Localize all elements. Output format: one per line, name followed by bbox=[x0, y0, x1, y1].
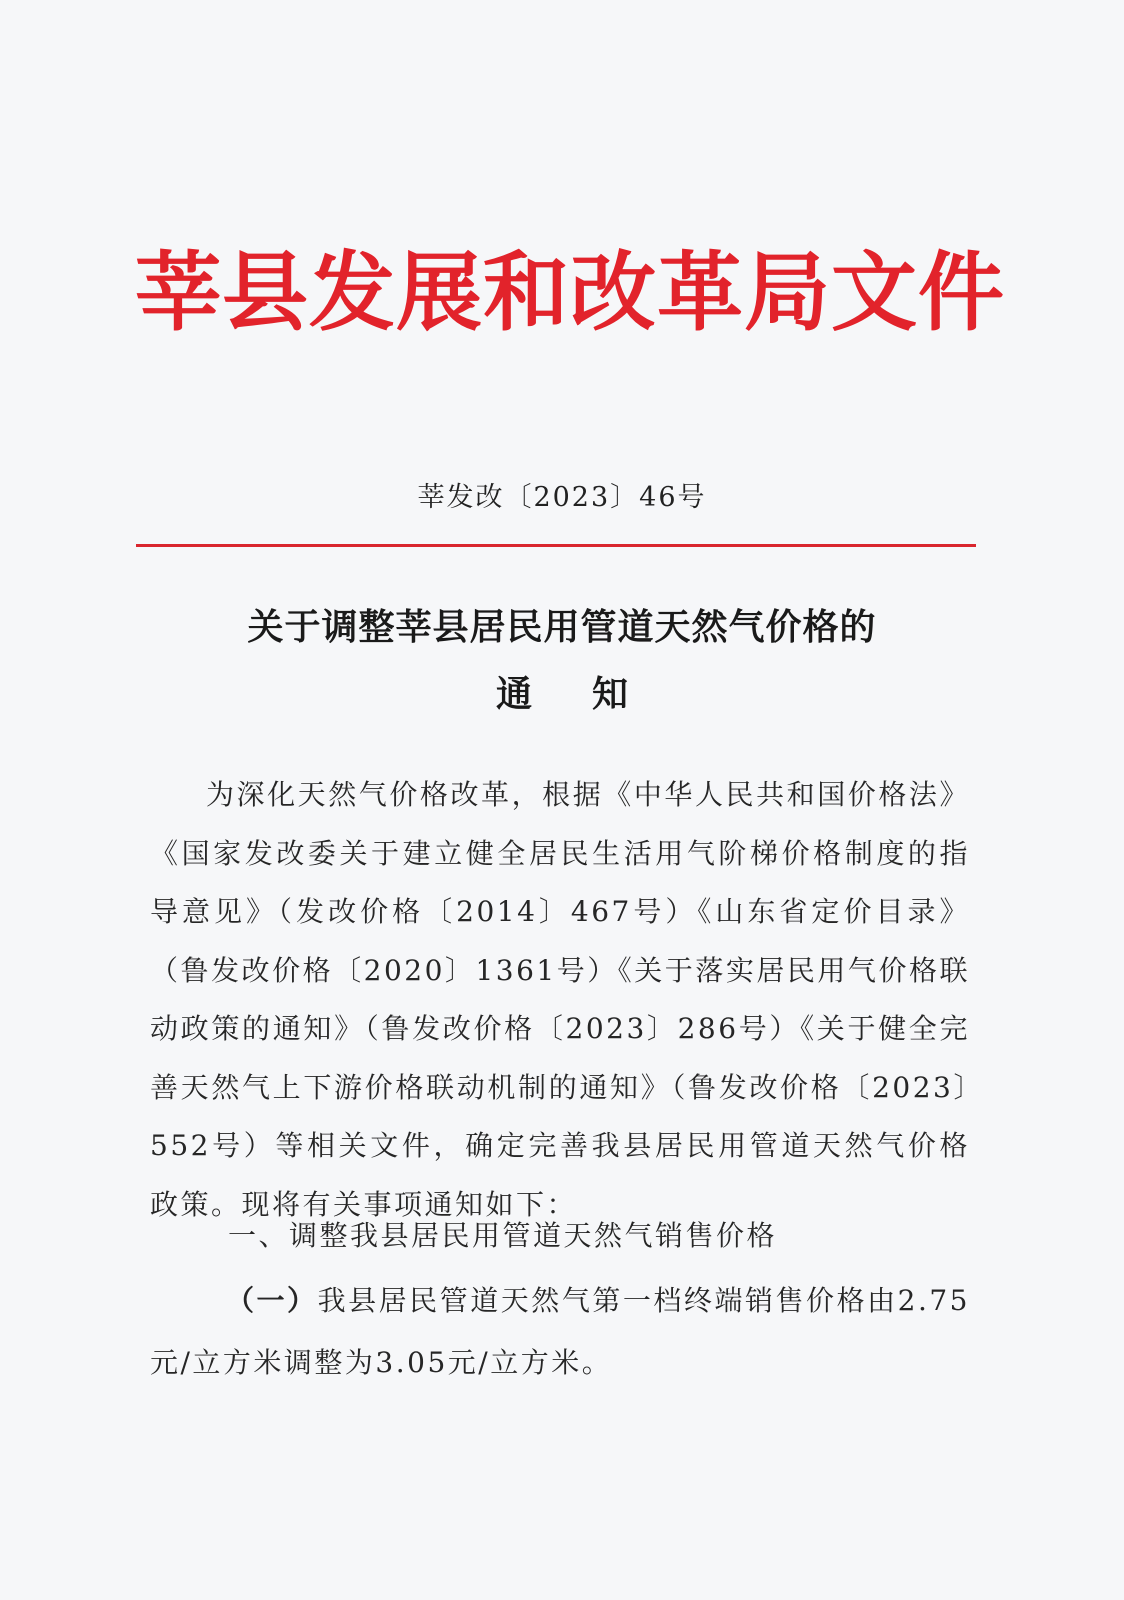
document-number: 莘发改〔2023〕46号 bbox=[417, 482, 707, 513]
item-paragraph-1 bbox=[150, 1270, 970, 1394]
item-text: 我县居民管道天然气第一档终端销售价格由2.75元/立方米调整为3.05元/立方米。 bbox=[150, 1284, 970, 1379]
item-number: （一） bbox=[226, 1284, 318, 1317]
document-title-line2: 通知 bbox=[495, 674, 688, 715]
document-title-line1: 关于调整莘县居民用管道天然气价格的 bbox=[247, 607, 877, 648]
masthead-title: 莘县发展和改革局文件 bbox=[135, 243, 1005, 343]
red-separator-line bbox=[136, 544, 976, 547]
intro-paragraph: 为深化天然气价格改革，根据《中华人民共和国价格法》《国家发改委关于建立健全居民生活用气阶梯价格制度的指导意见》（发改价格〔2014〕467号）《山东省定价目录》（鲁发改价格〔2020〕1361号）《关于落实居民用气价格联动政策的通知》（鲁发改价格〔2023〕286号）《关于健全完善天然气上下游价格联动机制的通知》（鲁发改价格〔2023〕552号）等相关文件，确定完善我县居民用管道天然气价格政策。现将有关事项通知如下： bbox=[150, 778, 970, 1221]
section-heading-1: 一、调整我县居民用管道天然气销售价格 bbox=[228, 1219, 778, 1252]
